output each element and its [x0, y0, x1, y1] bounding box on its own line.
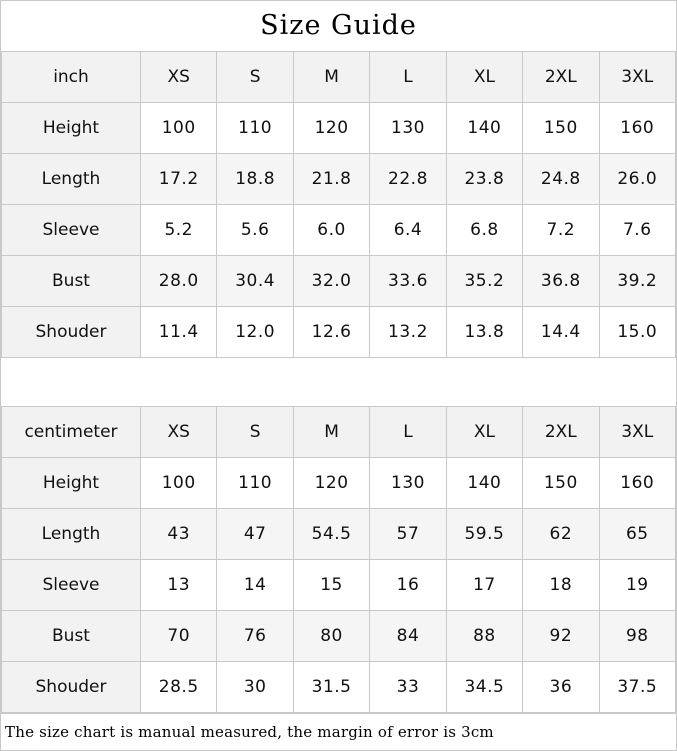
- column-header: L: [370, 52, 446, 103]
- table-cell: 33.6: [370, 256, 446, 307]
- table-cell: 92: [523, 611, 599, 662]
- row-label: Sleeve: [2, 205, 141, 256]
- column-header: S: [217, 52, 293, 103]
- size-table-inch: [1, 51, 676, 358]
- table-cell: 12.6: [293, 307, 369, 358]
- table-cell: 37.5: [599, 662, 675, 713]
- table-cell: 160: [599, 458, 675, 509]
- table-cell: 57: [370, 509, 446, 560]
- column-header: 2XL: [523, 407, 599, 458]
- table-row: [2, 103, 676, 154]
- table-cell: 18.8: [217, 154, 293, 205]
- column-header: XS: [141, 407, 217, 458]
- table-header-row: [2, 52, 676, 103]
- table-cell: 150: [523, 103, 599, 154]
- row-label: Shouder: [2, 307, 141, 358]
- table-cell: 130: [370, 103, 446, 154]
- column-header: 2XL: [523, 52, 599, 103]
- table-row: [2, 154, 676, 205]
- table-cell: 88: [446, 611, 522, 662]
- row-label: Height: [2, 458, 141, 509]
- table-cell: 11.4: [141, 307, 217, 358]
- unit-label-inch: inch: [2, 52, 141, 103]
- table-cell: 6.0: [293, 205, 369, 256]
- table-cell: 6.8: [446, 205, 522, 256]
- column-header: 3XL: [599, 407, 675, 458]
- row-label: Bust: [2, 611, 141, 662]
- table-cell: 65: [599, 509, 675, 560]
- table-cell: 7.6: [599, 205, 675, 256]
- table-cell: 30: [217, 662, 293, 713]
- column-header: XL: [446, 407, 522, 458]
- table-cell: 13: [141, 560, 217, 611]
- table-cell: 26.0: [599, 154, 675, 205]
- row-label: Bust: [2, 256, 141, 307]
- column-header: L: [370, 407, 446, 458]
- table-cell: 130: [370, 458, 446, 509]
- table-cell: 16: [370, 560, 446, 611]
- table-cell: 32.0: [293, 256, 369, 307]
- table-cell: 5.6: [217, 205, 293, 256]
- table-cell: 6.4: [370, 205, 446, 256]
- column-header: XL: [446, 52, 522, 103]
- table-cell: 19: [599, 560, 675, 611]
- table-row: [2, 307, 676, 358]
- table-cell: 120: [293, 458, 369, 509]
- table-row: [2, 256, 676, 307]
- table-cell: 21.8: [293, 154, 369, 205]
- footer-note: The size chart is manual measured, the margin of error is 3cm: [1, 713, 676, 750]
- table-row: [2, 458, 676, 509]
- size-table-centimeter: [1, 406, 676, 713]
- table-cell: 31.5: [293, 662, 369, 713]
- table-cell: 5.2: [141, 205, 217, 256]
- table-cell: 100: [141, 458, 217, 509]
- column-header: S: [217, 407, 293, 458]
- table-row: [2, 662, 676, 713]
- table-cell: 35.2: [446, 256, 522, 307]
- table-header-row: [2, 407, 676, 458]
- row-label: Shouder: [2, 662, 141, 713]
- table-cell: 14: [217, 560, 293, 611]
- row-label: Length: [2, 154, 141, 205]
- table-cell: 140: [446, 458, 522, 509]
- table-row: [2, 560, 676, 611]
- table-cell: 110: [217, 458, 293, 509]
- table-cell: 17: [446, 560, 522, 611]
- table-cell: 36: [523, 662, 599, 713]
- row-label: Height: [2, 103, 141, 154]
- column-header: XS: [141, 52, 217, 103]
- table-cell: 13.8: [446, 307, 522, 358]
- table-cell: 23.8: [446, 154, 522, 205]
- table-cell: 36.8: [523, 256, 599, 307]
- table-cell: 14.4: [523, 307, 599, 358]
- table-cell: 54.5: [293, 509, 369, 560]
- page-title: Size Guide: [1, 1, 676, 51]
- table-cell: 24.8: [523, 154, 599, 205]
- table-cell: 70: [141, 611, 217, 662]
- table-cell: 160: [599, 103, 675, 154]
- table-cell: 39.2: [599, 256, 675, 307]
- table-cell: 13.2: [370, 307, 446, 358]
- table-cell: 15: [293, 560, 369, 611]
- table-cell: 33: [370, 662, 446, 713]
- table-cell: 76: [217, 611, 293, 662]
- table-row: [2, 611, 676, 662]
- row-label: Sleeve: [2, 560, 141, 611]
- table-cell: 12.0: [217, 307, 293, 358]
- table-cell: 150: [523, 458, 599, 509]
- table-cell: 120: [293, 103, 369, 154]
- table-cell: 28.5: [141, 662, 217, 713]
- table-cell: 22.8: [370, 154, 446, 205]
- table-cell: 110: [217, 103, 293, 154]
- table-cell: 18: [523, 560, 599, 611]
- table-cell: 34.5: [446, 662, 522, 713]
- table-cell: 30.4: [217, 256, 293, 307]
- table-row: [2, 509, 676, 560]
- table-cell: 80: [293, 611, 369, 662]
- table-cell: 98: [599, 611, 675, 662]
- table-cell: 62: [523, 509, 599, 560]
- table-cell: 84: [370, 611, 446, 662]
- unit-label-centimeter: centimeter: [2, 407, 141, 458]
- column-header: 3XL: [599, 52, 675, 103]
- table-cell: 140: [446, 103, 522, 154]
- table-cell: 100: [141, 103, 217, 154]
- table-cell: 7.2: [523, 205, 599, 256]
- table-row: [2, 205, 676, 256]
- table-cell: 59.5: [446, 509, 522, 560]
- table-cell: 47: [217, 509, 293, 560]
- column-header: M: [293, 52, 369, 103]
- table-cell: 17.2: [141, 154, 217, 205]
- table-cell: 28.0: [141, 256, 217, 307]
- table-separator: [1, 358, 676, 406]
- table-cell: 15.0: [599, 307, 675, 358]
- row-label: Length: [2, 509, 141, 560]
- column-header: M: [293, 407, 369, 458]
- table-cell: 43: [141, 509, 217, 560]
